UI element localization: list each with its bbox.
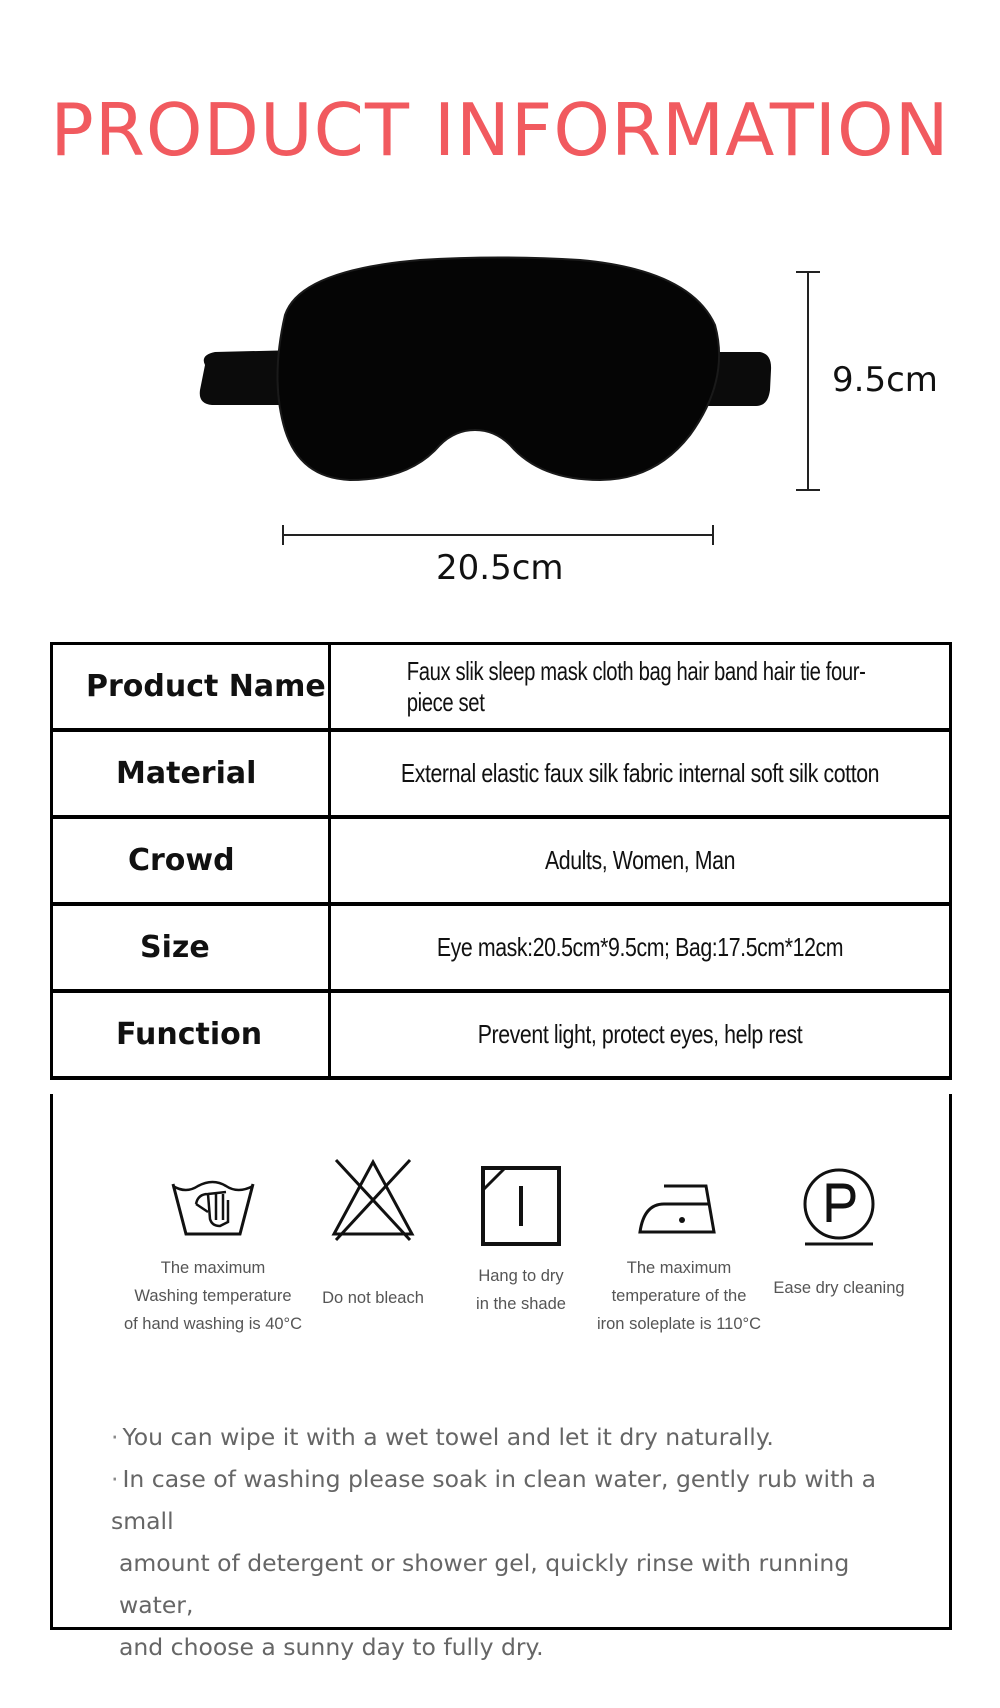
width-dimension-label: 20.5cm	[436, 548, 564, 588]
spec-label: Crowd	[53, 819, 331, 902]
care-instructions-panel	[50, 1094, 952, 1661]
spec-value: Adults, Women, Man	[544, 845, 736, 875]
spec-row-material	[53, 732, 949, 819]
hang-dry-shade-icon	[479, 1164, 563, 1248]
height-dimension-label: 9.5cm	[832, 360, 938, 400]
care-item-hang-dry	[431, 1164, 611, 1318]
note-line: · You can wipe it with a wet towel and let it dry naturally.	[111, 1423, 774, 1451]
spec-row-size	[53, 906, 949, 993]
do-not-bleach-icon	[328, 1154, 418, 1244]
hand-wash-icon	[168, 1164, 258, 1244]
care-caption: The maximum temperature of the iron soleplate is 110°C	[596, 1259, 762, 1333]
spec-row-crowd	[53, 819, 949, 906]
spec-row-product-name	[53, 645, 949, 732]
spec-value: External elastic faux silk fabric internal soft silk cotton	[400, 758, 880, 788]
spec-value: Eye mask:20.5cm*9.5cm; Bag:17.5cm*12cm	[436, 932, 844, 962]
dry-clean-p-icon	[797, 1164, 881, 1248]
spec-label: Size	[53, 906, 331, 989]
care-notes	[111, 1416, 911, 1668]
care-caption: The maximum Washing temperature of hand washing is 40°C	[123, 1259, 303, 1333]
spec-value: Prevent light, protect eyes, help rest	[477, 1019, 803, 1049]
spec-label: Material	[53, 732, 331, 815]
care-caption: Ease dry cleaning	[773, 1279, 905, 1297]
note-line: and choose a sunny day to fully dry.	[119, 1633, 544, 1661]
note-line: amount of detergent or shower gel, quickly rinse with running water,	[119, 1549, 850, 1619]
care-item-iron	[589, 1164, 769, 1338]
iron-110-icon	[634, 1164, 724, 1244]
spec-label: Function	[53, 993, 331, 1076]
page-title: PRODUCT INFORMATION	[50, 88, 950, 172]
note-line: · In case of washing please soak in clean water, gently rub with a small	[111, 1465, 877, 1535]
care-caption: Hang to dry in the shade	[476, 1267, 566, 1313]
care-caption: Do not bleach	[322, 1289, 424, 1307]
specification-table	[50, 642, 952, 1080]
care-item-hand-wash	[123, 1164, 303, 1338]
product-dimension-illustration	[0, 230, 1000, 610]
spec-label: Product Name	[53, 645, 331, 728]
spec-value: Faux slik sleep mask cloth bag hair band hair tie four-piece set	[406, 655, 866, 717]
care-icons-row	[53, 1164, 955, 1364]
care-item-dry-clean	[749, 1164, 929, 1302]
spec-row-function	[53, 993, 949, 1080]
